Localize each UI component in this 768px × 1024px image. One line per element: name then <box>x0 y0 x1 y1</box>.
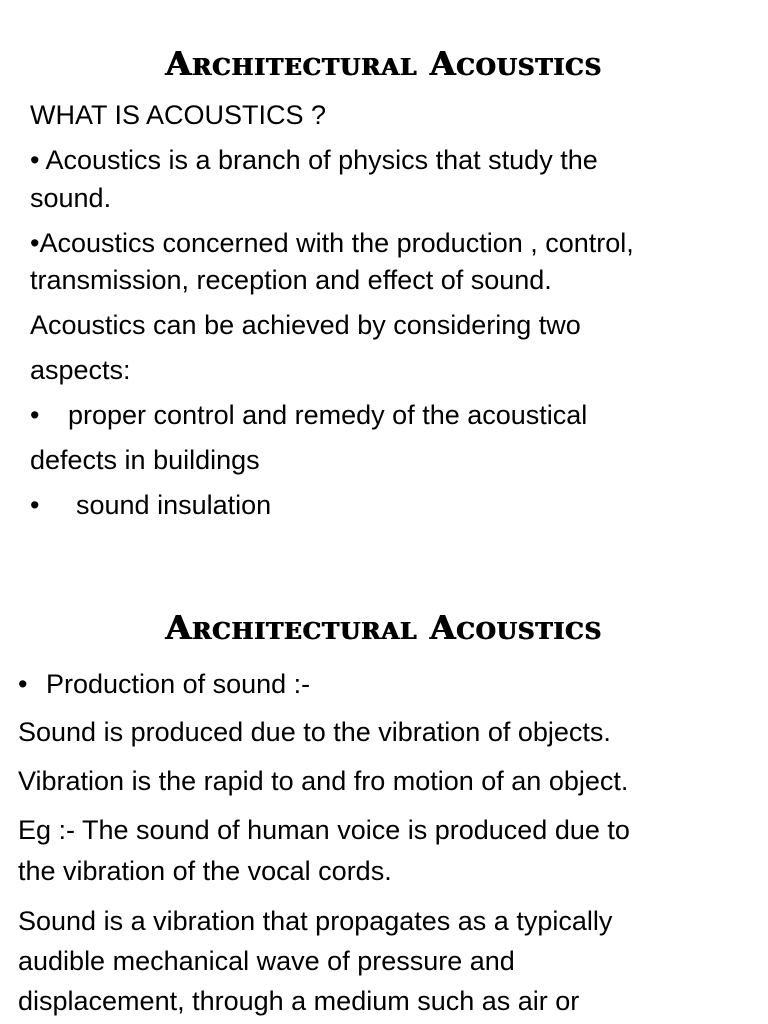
aspect-2-bullet-marker: • <box>30 490 40 520</box>
aspects-paragraph-line-1: Acoustics can be achieved by considering two <box>30 310 581 340</box>
para-example-line-1: Eg :- The sound of human voice is produced due to <box>18 815 630 845</box>
concerns-bullet-line-1: •Acoustics concerned with the production , control, <box>30 228 634 258</box>
para-vibration-definition: Vibration is the rapid to and fro motion of an object. <box>18 766 629 796</box>
para-sound-wave-line-2: audible mechanical wave of pressure and <box>18 946 515 976</box>
slide-2-title: Architectural Acoustics <box>165 608 603 647</box>
para-example-line-2: the vibration of the vocal cords. <box>18 856 392 886</box>
para-sound-produced: Sound is produced due to the vibration of objects. <box>18 717 611 747</box>
slide-1-title: Architectural Acoustics <box>165 44 603 83</box>
production-of-sound-heading: Production of sound :- <box>46 669 311 699</box>
what-is-acoustics-heading: WHAT IS ACOUSTICS ? <box>30 100 327 130</box>
aspect-1-line-2: defects in buildings <box>30 445 260 475</box>
aspects-paragraph-line-2: aspects: <box>30 355 131 385</box>
para-sound-wave-line-3: displacement, through a medium such as air or <box>18 986 580 1016</box>
definition-bullet-line-2: sound. <box>30 183 112 213</box>
concerns-bullet-line-2: transmission, reception and effect of sound. <box>30 265 552 295</box>
aspect-2-line-1: sound insulation <box>76 490 272 520</box>
definition-bullet-line-1: • Acoustics is a branch of physics that study the <box>30 145 598 175</box>
para-sound-wave-line-1: Sound is a vibration that propagates as a typically <box>18 906 613 936</box>
production-bullet-marker: • <box>18 669 28 699</box>
aspect-1-bullet-marker: • <box>30 400 40 430</box>
aspect-1-line-1: proper control and remedy of the acoustical <box>68 400 588 430</box>
slide-2 <box>0 560 768 1024</box>
